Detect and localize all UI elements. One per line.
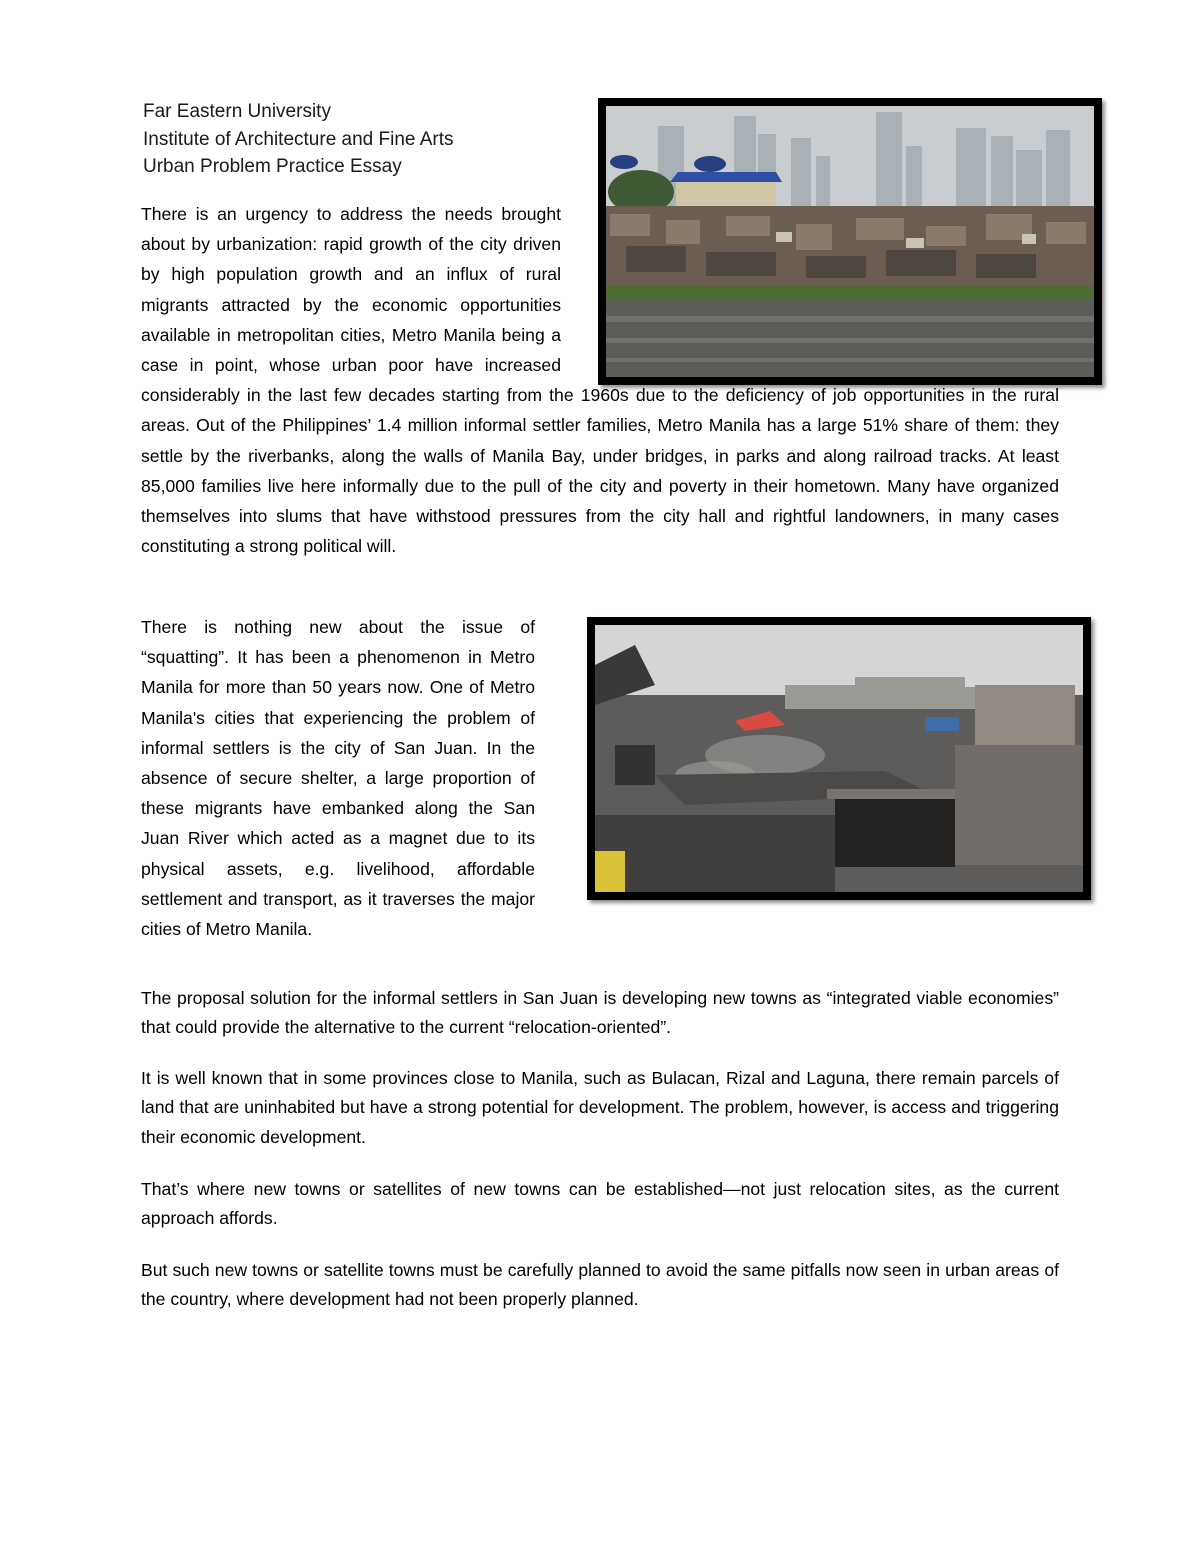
photo-burned-settlement bbox=[587, 617, 1091, 900]
burned-settlement-image bbox=[595, 625, 1083, 892]
essay-paragraph-4: It is well known that in some provinces close to Manila, such as Bulacan, Rizal and Laguna, there remain parcels of land that are uninhabited but have a strong potential for development. The problem, however, is access and triggering their economic development. bbox=[141, 1067, 1059, 1147]
document-header bbox=[143, 98, 454, 181]
essay-paragraph-6: But such new towns or satellite towns must be carefully planned to avoid the same pitfalls now seen in urban areas of the country, where development had not been properly planned. bbox=[141, 1259, 1059, 1310]
riverside-slums-image bbox=[606, 106, 1094, 377]
essay-paragraph-3: The proposal solution for the informal settlers in San Juan is developing new towns as “integrated viable economies” that could provide the alternative to the current “relocation-oriented”. bbox=[141, 987, 1059, 1038]
essay-paragraph-5: That’s where new towns or satellites of new towns can be established—not just relocation sites, as the current approach affords. bbox=[141, 1178, 1059, 1229]
essay-paragraph-1: There is an urgency to address the needs brought about by urbanization: rapid growth of the city driven by high population growth and an influx of rural migrants attracted by the economic opportunities available in metropolitan cities, Metro Manila being a case in point, whose urban poor have increased considerably in the last few decades starting from the 1960s due to the deficiency of job opportunities in the rural areas. Out of the Philippines’ 1.4 million informal settler families, Metro Manila has a large 51% share of them: they settle by the riverbanks, along the walls of Manila Bay, under bridges, in parks and along railroad tracks. At least 85,000 families live here informally due to the pull of the city and poverty in their hometown. Many have organized themselves into slums that have withstood pressures from the city hall and rightful landowners, in many cases constituting a strong political will. bbox=[141, 204, 1059, 557]
institute-name: Institute of Architecture and Fine Arts bbox=[143, 128, 454, 150]
photo-riverside-slums bbox=[598, 98, 1102, 385]
essay-title: Urban Problem Practice Essay bbox=[143, 156, 402, 177]
essay-paragraph-2: There is nothing new about the issue of “squatting”. It has been a phenomenon in Metro Manila for more than 50 years now. One of Metro Manila's cities that experiencing the problem of informal settlers is the city of San Juan. In the absence of secure shelter, a large proportion of these migrants have embanked along the San Juan River which acted as a magnet due to its physical assets, e.g. livelihood, affordable settlement and transport, as it traverses the major cities of Metro Manila. bbox=[141, 617, 535, 940]
university-name: Far Eastern University bbox=[143, 101, 331, 122]
